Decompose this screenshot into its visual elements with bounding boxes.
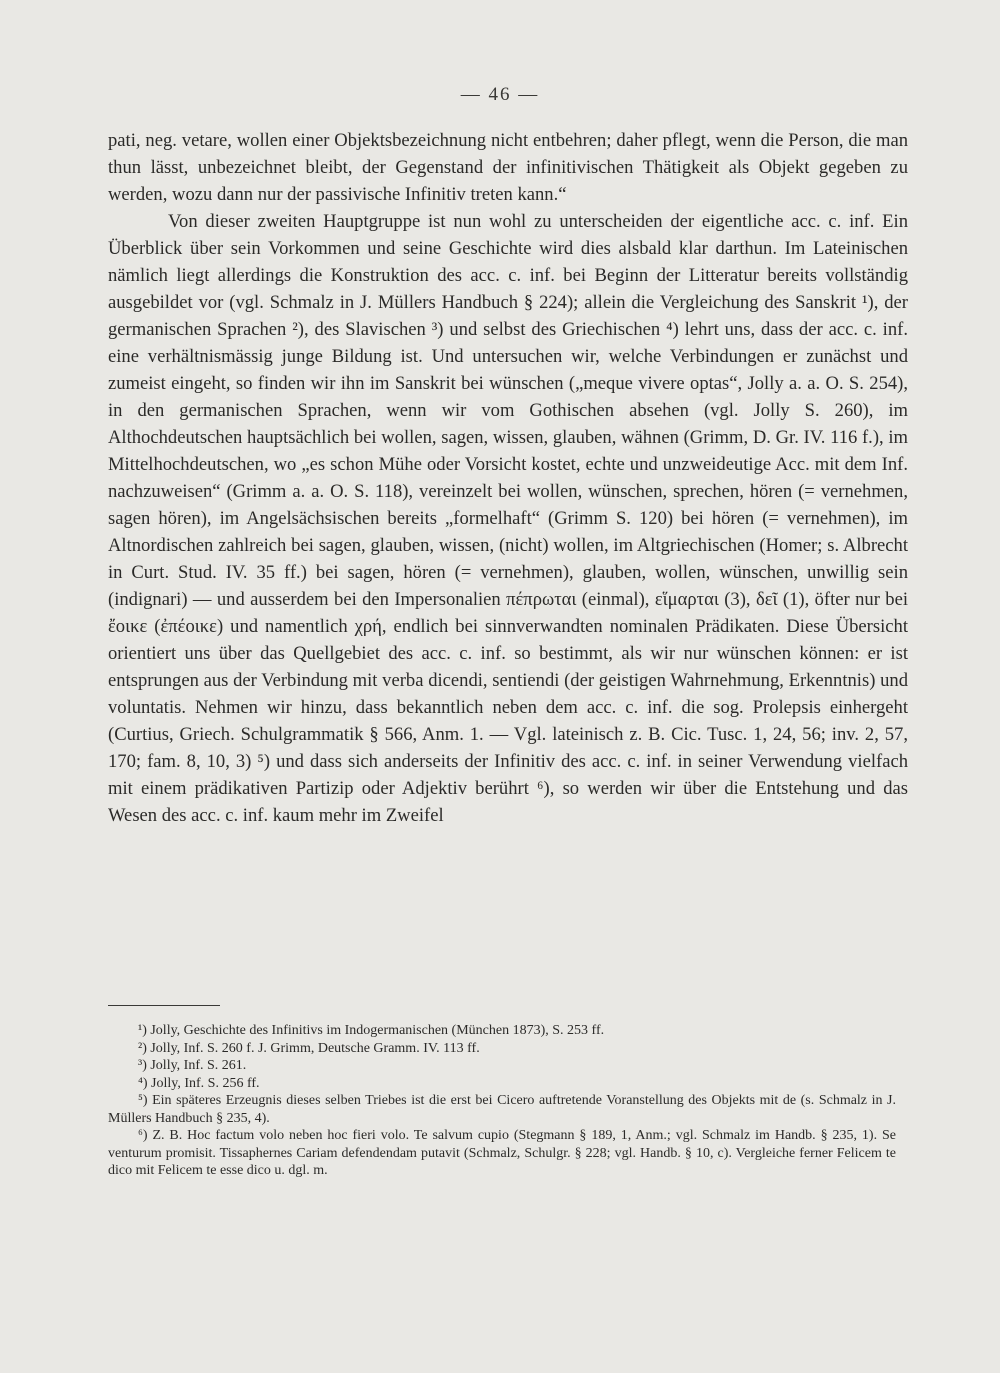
footnote-3: ³) Jolly, Inf. S. 261. <box>138 1058 247 1073</box>
footnotes <box>108 1022 896 1180</box>
footnote-divider <box>108 1005 220 1006</box>
footnote-2: ²) Jolly, Inf. S. 260 f. J. Grimm, Deutsche Gramm. IV. 113 ff. <box>138 1040 480 1056</box>
footnote-4: ⁴) Jolly, Inf. S. 256 ff. <box>138 1075 260 1091</box>
footnote-5: ⁵) Ein späteres Erzeugnis dieses selben Triebes ist die erst bei Cicero auftretende Voranstellung des Objekts mit de (s. Schmalz in J. Müllers Handbuch § 235, 4). <box>108 1093 896 1126</box>
paragraph-main: Von dieser zweiten Hauptgruppe ist nun wohl zu unterscheiden der eigentliche acc. c. inf. Ein Überblick über sein Vorkommen und seine Geschichte wird dies alsbald klar darthun. Im Lateinischen nämlich liegt allerdings die Konstruktion des acc. c. inf. bei Beginn der Litteratur bereits vollständig ausgebildet vor (vgl. Schmalz in J. Müllers Handbuch § 224); allein die Vergleichung des Sanskrit ¹), der germanischen Sprachen ²), des Slavischen ³) und selbst des Griechischen ⁴) lehrt uns, dass der acc. c. inf. eine verhältnismässig junge Bildung ist. Und untersuchen wir, welche Verbindungen er zunächst und zumeist eingeht, so finden wir ihn im Sanskrit bei wünschen („meque vivere optas“, Jolly a. a. O. S. 254), in den germanischen Sprachen, wenn wir vom Gothischen absehen (vgl. Jolly S. 260), im Althochdeutschen hauptsächlich bei wollen, sagen, wissen, glauben, wähnen (Grimm, D. Gr. IV. 116 f.), im Mittelhochdeutschen, wo „es schon Mühe oder Vorsicht kostet, echte und unzweideutige Acc. mit dem Inf. nachzuweisen“ (Grimm a. a. O. S. 118), vereinzelt bei wollen, wünschen, sprechen, hören (= vernehmen, sagen hören), im Angelsächsischen bereits „formelhaft“ (Grimm S. 120) bei hören (= vernehmen), im Altnordischen zahlreich bei sagen, glauben, wissen, (nicht) wollen, im Altgriechischen (Homer; s. Albrecht in Curt. Stud. IV. 35 ff.) bei sagen, hören (= vernehmen), glauben, wollen, wünschen, unwillig sein (indignari) — und ausserdem bei den Impersonalien πέπρωται (einmal), εἵμαρται (3), δεῖ (1), öfter nur bei ἔοικε (ἐπέοικε) und namentlich χρή, endlich bei sinnverwandten nominalen Prädikaten. Diese Übersicht orientiert uns über das Quellgebiet des acc. c. inf. so bestimmt, als wir nur wünschen können: er ist entsprungen aus der Verbindung mit verba dicendi, sentiendi (der geistigen Wahrnehmung, Erkenntnis) und voluntatis. Nehmen wir hinzu, dass bekanntlich neben dem acc. c. inf. die sog. Prolepsis einhergeht (Curtius, Griech. Schulgrammatik § 566, Anm. 1. — Vgl. lateinisch z. B. Cic. Tusc. 1, 24, 56; inv. 2, 57, 170; fam. 8, 10, 3) ⁵) und dass sich anderseits der Infinitiv des acc. c. inf. in seiner Verwendung vielfach mit einem prädikativen Partizip oder Adjektiv berührt ⁶), so werden wir über die Entstehung und das Wesen des acc. c. inf. kaum mehr im Zweifel <box>108 211 908 826</box>
footnote-1: ¹) Jolly, Geschichte des Infinitivs im Indogermanischen (München 1873), S. 253 ff. <box>138 1023 605 1038</box>
page-number: — 46 — <box>460 84 540 105</box>
footnote-6: ⁶) Z. B. Hoc factum volo neben hoc fieri volo. Te salvum cupio (Stegmann § 189, 1, Anm.; vgl. Schmalz im Handb. § 235, 1). Se venturum promisit. Tissaphernes Cariam defendendam putavit (Schmalz, Schulgr. § 228; vgl. Handb. § 10, c). Vergleiche ferner Felicem te dico mit Felicem te esse dico u. dgl. m. <box>108 1128 896 1178</box>
main-text <box>108 127 908 829</box>
paragraph-continuation: pati, neg. vetare, wollen einer Objektsbezeichnung nicht entbehren; daher pflegt, wenn die Person, die man thun lässt, unbezeichnet bleibt, der Gegenstand der infinitivischen Thätigkeit als Objekt gegeben zu werden, wozu dann nur der passivische Infinitiv treten kann.“ <box>108 130 908 205</box>
